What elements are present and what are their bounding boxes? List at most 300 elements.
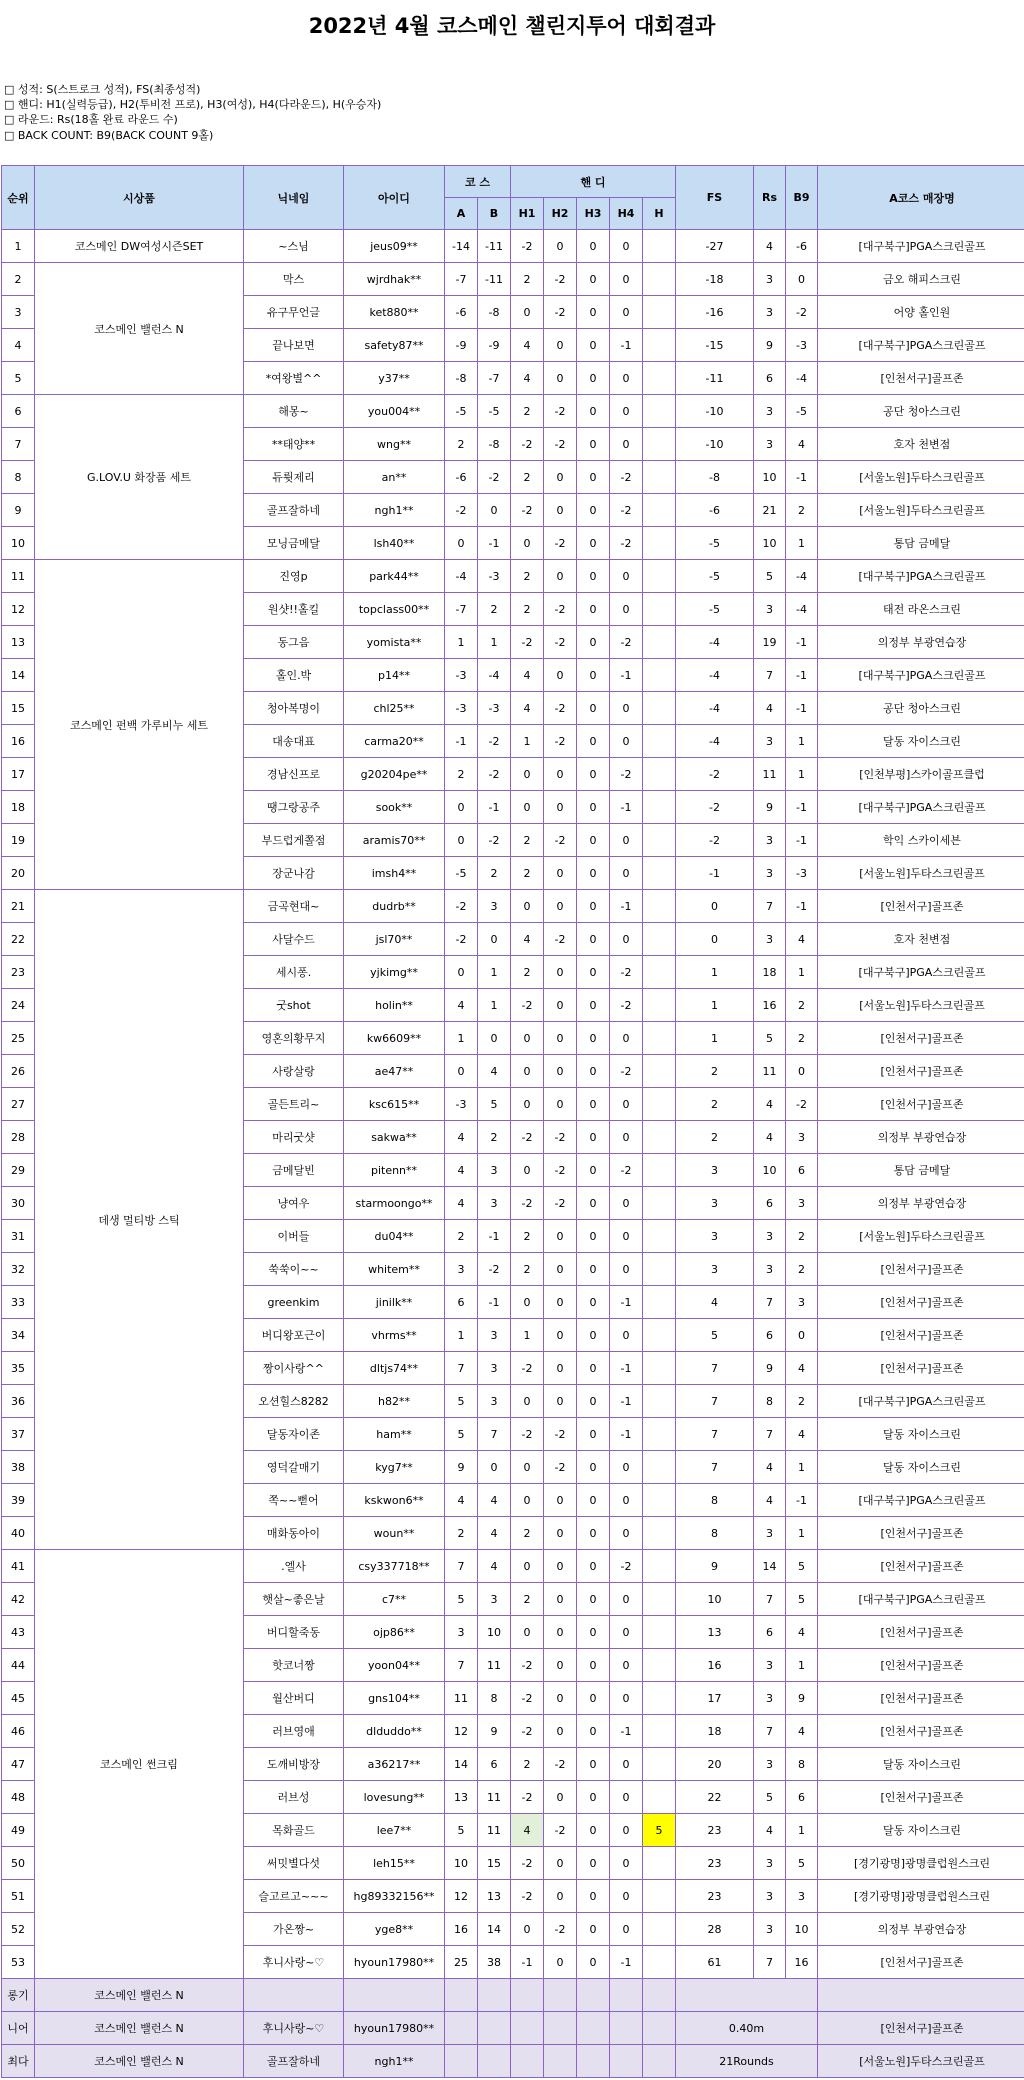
id-cell: aramis70** xyxy=(344,824,445,857)
rank-cell: 39 xyxy=(2,1484,35,1517)
rs-cell: 4 xyxy=(754,692,786,725)
course-a-cell: 3 xyxy=(445,1253,478,1286)
store-cell: 통담 금메달 xyxy=(818,527,1024,560)
h2-cell: 0 xyxy=(544,1088,577,1121)
fs-cell: -18 xyxy=(676,263,754,296)
nickname-cell: 냥여우 xyxy=(244,1187,344,1220)
h3-cell: 0 xyxy=(577,296,610,329)
h2-cell: -2 xyxy=(544,1451,577,1484)
course-b-cell: 1 xyxy=(478,956,511,989)
b9-cell: 2 xyxy=(786,989,818,1022)
course-a-cell: 0 xyxy=(445,1055,478,1088)
h2-cell: 0 xyxy=(544,329,577,362)
nickname-cell: 사달수드 xyxy=(244,923,344,956)
h1-cell: 4 xyxy=(511,659,544,692)
fs-cell: 23 xyxy=(676,1847,754,1880)
fs-cell: 20 xyxy=(676,1748,754,1781)
h4-cell: 0 xyxy=(610,1253,643,1286)
h1-cell: 2 xyxy=(511,956,544,989)
rank-cell: 2 xyxy=(2,263,35,296)
fs-cell: 0 xyxy=(676,923,754,956)
h3-cell: 0 xyxy=(577,1022,610,1055)
h3-cell: 0 xyxy=(577,1154,610,1187)
h4-cell: -2 xyxy=(610,494,643,527)
b9-cell: 5 xyxy=(786,1583,818,1616)
rank-cell: 5 xyxy=(2,362,35,395)
h3-cell: 0 xyxy=(577,725,610,758)
store-cell: [대구북구]PGA스크린골프 xyxy=(818,230,1024,263)
id-cell: g20204pe** xyxy=(344,758,445,791)
h2-cell: 0 xyxy=(544,791,577,824)
course-b-cell: -1 xyxy=(478,527,511,560)
fs-cell: 61 xyxy=(676,1946,754,1979)
course-b-cell: 8 xyxy=(478,1682,511,1715)
course-b-cell: 3 xyxy=(478,1385,511,1418)
h-cell xyxy=(643,1715,676,1748)
store-cell: [서울노원]두타스크린골프 xyxy=(818,494,1024,527)
h4-cell: -1 xyxy=(610,1715,643,1748)
h4-cell: 0 xyxy=(610,1583,643,1616)
course-b-cell: 0 xyxy=(478,494,511,527)
rs-cell: 6 xyxy=(754,362,786,395)
id-cell: gns104** xyxy=(344,1682,445,1715)
summary-row xyxy=(2,2012,1024,2045)
nickname-cell: 금곡현대~ xyxy=(244,890,344,923)
b9-cell: -1 xyxy=(786,824,818,857)
id-cell: jinilk** xyxy=(344,1286,445,1319)
header-row-1 xyxy=(2,166,1024,198)
course-b-cell: -4 xyxy=(478,659,511,692)
rank-cell: 13 xyxy=(2,626,35,659)
b9-cell: 4 xyxy=(786,1352,818,1385)
nickname-cell: 세시퐁. xyxy=(244,956,344,989)
course-a-cell: 6 xyxy=(445,1286,478,1319)
h-cell xyxy=(643,1583,676,1616)
h4-cell: 0 xyxy=(610,857,643,890)
rs-cell: 9 xyxy=(754,791,786,824)
h1-cell: 2 xyxy=(511,1748,544,1781)
store-cell: 달동 자이스크린 xyxy=(818,1451,1024,1484)
id-cell: ham** xyxy=(344,1418,445,1451)
id-cell: yge8** xyxy=(344,1913,445,1946)
rank-cell: 1 xyxy=(2,230,35,263)
rs-cell: 5 xyxy=(754,560,786,593)
h3-cell: 0 xyxy=(577,1616,610,1649)
id-cell: yjkimg** xyxy=(344,956,445,989)
rank-cell: 17 xyxy=(2,758,35,791)
empty-cell xyxy=(511,2012,544,2045)
nickname-cell: 오션힐스8282 xyxy=(244,1385,344,1418)
course-a-cell: 2 xyxy=(445,1220,478,1253)
course-a-cell: -4 xyxy=(445,560,478,593)
fs-cell: 18 xyxy=(676,1715,754,1748)
course-b-cell: 38 xyxy=(478,1946,511,1979)
id-cell: an** xyxy=(344,461,445,494)
fs-cell: 2 xyxy=(676,1121,754,1154)
id-cell: wjrdhak** xyxy=(344,263,445,296)
h2-cell: -2 xyxy=(544,626,577,659)
rs-cell: 3 xyxy=(754,1682,786,1715)
rs-cell: 16 xyxy=(754,989,786,1022)
h1-cell: 4 xyxy=(511,329,544,362)
h1-cell: 0 xyxy=(511,527,544,560)
fs-cell: 7 xyxy=(676,1418,754,1451)
id-cell: whitem** xyxy=(344,1253,445,1286)
b9-cell: 10 xyxy=(786,1913,818,1946)
course-a-cell: -3 xyxy=(445,1088,478,1121)
course-b-cell: 5 xyxy=(478,1088,511,1121)
id-cell: y37** xyxy=(344,362,445,395)
h-cell xyxy=(643,527,676,560)
b9-cell: 1 xyxy=(786,1517,818,1550)
fs-cell: 28 xyxy=(676,1913,754,1946)
h1-cell: 0 xyxy=(511,1385,544,1418)
id-cell: hyoun17980** xyxy=(344,1946,445,1979)
id-cell: hyoun17980** xyxy=(344,2012,445,2045)
b9-cell: -1 xyxy=(786,626,818,659)
h-cell xyxy=(643,1088,676,1121)
h1-cell: -1 xyxy=(511,1946,544,1979)
b9-cell: 6 xyxy=(786,1781,818,1814)
table-row xyxy=(2,1550,1024,1583)
nickname-cell: 원샷!!홀킬 xyxy=(244,593,344,626)
rank-cell: 51 xyxy=(2,1880,35,1913)
course-b-cell: -11 xyxy=(478,230,511,263)
b9-cell: -2 xyxy=(786,296,818,329)
nickname-cell: 핫코너짱 xyxy=(244,1649,344,1682)
rs-cell: 3 xyxy=(754,1913,786,1946)
h2-cell: -2 xyxy=(544,527,577,560)
h4-cell: -1 xyxy=(610,1946,643,1979)
prize-cell: G.LOV.U 화장품 세트 xyxy=(35,395,244,560)
rs-cell: 10 xyxy=(754,1154,786,1187)
rs-cell: 6 xyxy=(754,1616,786,1649)
nickname-cell: 대송대표 xyxy=(244,725,344,758)
h4-cell: -2 xyxy=(610,956,643,989)
course-a-cell: -14 xyxy=(445,230,478,263)
fs-cell: -27 xyxy=(676,230,754,263)
h-cell xyxy=(643,1352,676,1385)
prize-cell: 코스메인 밸런스 N xyxy=(35,263,244,395)
course-a-cell: 0 xyxy=(445,956,478,989)
id-cell: p14** xyxy=(344,659,445,692)
b9-cell: 1 xyxy=(786,1649,818,1682)
h4-cell: -1 xyxy=(610,890,643,923)
h1-cell: 0 xyxy=(511,1022,544,1055)
b9-cell: -1 xyxy=(786,791,818,824)
nickname-cell: 경남신프로 xyxy=(244,758,344,791)
h3-cell: 0 xyxy=(577,857,610,890)
fs-cell: 9 xyxy=(676,1550,754,1583)
store-cell: 달동 자이스크린 xyxy=(818,725,1024,758)
h-cell xyxy=(643,1913,676,1946)
course-b-cell: -2 xyxy=(478,824,511,857)
h4-cell: -2 xyxy=(610,1550,643,1583)
h2-cell: -2 xyxy=(544,725,577,758)
legend-notes xyxy=(4,82,381,143)
store-cell: [인천서구]골프존 xyxy=(818,2012,1024,2045)
nickname-cell: ~스님 xyxy=(244,230,344,263)
header-id: 아이디 xyxy=(344,166,445,230)
id-cell: yomista** xyxy=(344,626,445,659)
h4-cell: -1 xyxy=(610,329,643,362)
h2-cell: 0 xyxy=(544,1880,577,1913)
h3-cell: 0 xyxy=(577,1484,610,1517)
store-cell: 의정부 부광연습장 xyxy=(818,1187,1024,1220)
fs-cell: 10 xyxy=(676,1583,754,1616)
nickname-cell: 도깨비방장 xyxy=(244,1748,344,1781)
course-b-cell: 11 xyxy=(478,1649,511,1682)
rank-cell: 35 xyxy=(2,1352,35,1385)
rs-cell: 4 xyxy=(754,1121,786,1154)
h-cell xyxy=(643,1517,676,1550)
id-cell: topclass00** xyxy=(344,593,445,626)
h3-cell: 0 xyxy=(577,1682,610,1715)
h-cell xyxy=(643,296,676,329)
h2-cell: 0 xyxy=(544,362,577,395)
h-cell xyxy=(643,1385,676,1418)
nickname-cell: 이버들 xyxy=(244,1220,344,1253)
h3-cell: 0 xyxy=(577,1649,610,1682)
rank-cell: 52 xyxy=(2,1913,35,1946)
store-cell: 공단 청아스크린 xyxy=(818,692,1024,725)
course-b-cell: 4 xyxy=(478,1055,511,1088)
course-b-cell: -1 xyxy=(478,1220,511,1253)
h4-cell: -2 xyxy=(610,461,643,494)
h3-cell: 0 xyxy=(577,791,610,824)
id-cell: a36217** xyxy=(344,1748,445,1781)
h1-cell: 1 xyxy=(511,1319,544,1352)
course-b-cell: 2 xyxy=(478,857,511,890)
h4-cell: 0 xyxy=(610,1814,643,1847)
h1-cell: -2 xyxy=(511,989,544,1022)
h3-cell: 0 xyxy=(577,1517,610,1550)
course-a-cell: -8 xyxy=(445,362,478,395)
nickname-cell: 햇살~좋은날 xyxy=(244,1583,344,1616)
course-b-cell: 0 xyxy=(478,923,511,956)
nickname-cell: 마리굿샷 xyxy=(244,1121,344,1154)
h4-cell: -1 xyxy=(610,791,643,824)
h3-cell: 0 xyxy=(577,1187,610,1220)
rs-cell: 19 xyxy=(754,626,786,659)
h-cell xyxy=(643,1022,676,1055)
id-cell: pitenn** xyxy=(344,1154,445,1187)
b9-cell: 1 xyxy=(786,1451,818,1484)
award-label-cell: 최다 xyxy=(2,2045,35,2078)
store-cell: 의정부 부광연습장 xyxy=(818,1913,1024,1946)
h4-cell: 0 xyxy=(610,1682,643,1715)
h2-cell: 0 xyxy=(544,1484,577,1517)
header-b9: B9 xyxy=(786,166,818,230)
rank-cell: 49 xyxy=(2,1814,35,1847)
h1-cell: 0 xyxy=(511,1286,544,1319)
nickname-cell: 후니사랑~♡ xyxy=(244,2012,344,2045)
table-row xyxy=(2,230,1024,263)
nickname-cell: 골프잘하네 xyxy=(244,2045,344,2078)
h1-cell: 0 xyxy=(511,1550,544,1583)
fs-cell: -8 xyxy=(676,461,754,494)
note-back-count: □ BACK COUNT: B9(BACK COUNT 9홀) xyxy=(4,128,214,142)
id-cell: ngh1** xyxy=(344,2045,445,2078)
fs-cell: 7 xyxy=(676,1352,754,1385)
h-cell xyxy=(643,1649,676,1682)
id-cell: dudrb** xyxy=(344,890,445,923)
table-row xyxy=(2,890,1024,923)
award-value-cell: 21Rounds xyxy=(676,2045,818,2078)
h3-cell: 0 xyxy=(577,989,610,1022)
nickname-cell: 막스 xyxy=(244,263,344,296)
h2-cell: 0 xyxy=(544,1253,577,1286)
h1-cell: 0 xyxy=(511,890,544,923)
rs-cell: 6 xyxy=(754,1319,786,1352)
h1-cell: 0 xyxy=(511,1451,544,1484)
h3-cell: 0 xyxy=(577,395,610,428)
header-handicap: 핸 디 xyxy=(511,166,676,198)
rs-cell: 3 xyxy=(754,263,786,296)
rs-cell: 4 xyxy=(754,1814,786,1847)
rs-cell: 5 xyxy=(754,1022,786,1055)
fs-cell: 1 xyxy=(676,989,754,1022)
h1-cell: -2 xyxy=(511,1781,544,1814)
h3-cell: 0 xyxy=(577,362,610,395)
course-b-cell: -3 xyxy=(478,560,511,593)
h4-cell: 0 xyxy=(610,395,643,428)
h1-cell: 2 xyxy=(511,1517,544,1550)
h1-cell: -2 xyxy=(511,230,544,263)
course-a-cell: 1 xyxy=(445,626,478,659)
prize-cell: 코스메인 밸런스 N xyxy=(35,2012,244,2045)
h4-cell: 0 xyxy=(610,692,643,725)
course-b-cell: 10 xyxy=(478,1616,511,1649)
rank-cell: 29 xyxy=(2,1154,35,1187)
store-cell: [서울노원]두타스크린골프 xyxy=(818,989,1024,1022)
h-cell xyxy=(643,1682,676,1715)
rs-cell: 4 xyxy=(754,230,786,263)
h-cell xyxy=(643,362,676,395)
h-cell xyxy=(643,560,676,593)
h2-cell: -2 xyxy=(544,1748,577,1781)
empty-cell xyxy=(544,2045,577,2078)
id-cell: ngh1** xyxy=(344,494,445,527)
nickname-cell: greenkim xyxy=(244,1286,344,1319)
h2-cell: -2 xyxy=(544,923,577,956)
course-a-cell: -7 xyxy=(445,263,478,296)
rank-cell: 53 xyxy=(2,1946,35,1979)
nickname-cell: 끝나보면 xyxy=(244,329,344,362)
b9-cell: 1 xyxy=(786,725,818,758)
store-cell: 의정부 부광연습장 xyxy=(818,626,1024,659)
b9-cell: 5 xyxy=(786,1847,818,1880)
store-cell: [대구북구]PGA스크린골프 xyxy=(818,1484,1024,1517)
h-cell xyxy=(643,1616,676,1649)
id-cell: jeus09** xyxy=(344,230,445,263)
award-label-cell: 니어 xyxy=(2,2012,35,2045)
id-cell: ket880** xyxy=(344,296,445,329)
h4-cell: 0 xyxy=(610,1847,643,1880)
h1-cell: -2 xyxy=(511,1187,544,1220)
b9-cell: 0 xyxy=(786,263,818,296)
empty-cell xyxy=(610,1979,643,2012)
id-cell: hg89332156** xyxy=(344,1880,445,1913)
h3-cell: 0 xyxy=(577,1814,610,1847)
rs-cell: 3 xyxy=(754,1253,786,1286)
h4-cell: 0 xyxy=(610,1748,643,1781)
h3-cell: 0 xyxy=(577,1352,610,1385)
course-b-cell: -11 xyxy=(478,263,511,296)
rank-cell: 32 xyxy=(2,1253,35,1286)
store-cell: [경기광명]광명클럽원스크린 xyxy=(818,1880,1024,1913)
h1-cell: 1 xyxy=(511,725,544,758)
rs-cell: 4 xyxy=(754,1451,786,1484)
store-cell: 통담 금메달 xyxy=(818,1154,1024,1187)
rs-cell: 11 xyxy=(754,758,786,791)
h-cell xyxy=(643,593,676,626)
id-cell: ae47** xyxy=(344,1055,445,1088)
course-b-cell: -7 xyxy=(478,362,511,395)
b9-cell: -1 xyxy=(786,461,818,494)
id-cell: kskwon6** xyxy=(344,1484,445,1517)
course-b-cell: 11 xyxy=(478,1781,511,1814)
nickname-cell: 월산버디 xyxy=(244,1682,344,1715)
store-cell: 금오 해피스크린 xyxy=(818,263,1024,296)
h1-cell: 4 xyxy=(511,362,544,395)
course-b-cell: 3 xyxy=(478,1154,511,1187)
h2-cell: 0 xyxy=(544,857,577,890)
course-a-cell: -6 xyxy=(445,461,478,494)
course-b-cell: -2 xyxy=(478,758,511,791)
empty-cell xyxy=(643,2012,676,2045)
course-a-cell: -7 xyxy=(445,593,478,626)
h1-cell: 0 xyxy=(511,1088,544,1121)
store-cell: 호자 천변점 xyxy=(818,428,1024,461)
note-score: □ 성적: S(스트로크 성적), FS(최종성적) xyxy=(4,83,201,96)
course-a-cell: 9 xyxy=(445,1451,478,1484)
id-cell: yoon04** xyxy=(344,1649,445,1682)
course-a-cell: 11 xyxy=(445,1682,478,1715)
h3-cell: 0 xyxy=(577,329,610,362)
h2-cell: -2 xyxy=(544,263,577,296)
fs-cell: -2 xyxy=(676,824,754,857)
fs-cell: -16 xyxy=(676,296,754,329)
header-h: H xyxy=(643,198,676,230)
empty-cell xyxy=(445,2045,478,2078)
empty-cell xyxy=(610,2012,643,2045)
rank-cell: 18 xyxy=(2,791,35,824)
fs-cell: -5 xyxy=(676,527,754,560)
id-cell: carma20** xyxy=(344,725,445,758)
id-cell: wng** xyxy=(344,428,445,461)
h2-cell: 0 xyxy=(544,230,577,263)
h1-cell: 2 xyxy=(511,263,544,296)
b9-cell: 2 xyxy=(786,1253,818,1286)
course-a-cell: 12 xyxy=(445,1880,478,1913)
store-cell: [인천서구]골프존 xyxy=(818,362,1024,395)
h3-cell: 0 xyxy=(577,923,610,956)
id-cell: holin** xyxy=(344,989,445,1022)
store-cell: [인천서구]골프존 xyxy=(818,1781,1024,1814)
h1-cell: 0 xyxy=(511,758,544,791)
empty-cell xyxy=(577,1979,610,2012)
store-cell: [인천서구]골프존 xyxy=(818,1946,1024,1979)
rs-cell: 7 xyxy=(754,890,786,923)
h-cell xyxy=(643,1220,676,1253)
h4-cell: -2 xyxy=(610,527,643,560)
nickname-cell: 해몽~ xyxy=(244,395,344,428)
course-b-cell: 11 xyxy=(478,1814,511,1847)
course-a-cell: 5 xyxy=(445,1583,478,1616)
h-cell xyxy=(643,1484,676,1517)
fs-cell: 3 xyxy=(676,1220,754,1253)
